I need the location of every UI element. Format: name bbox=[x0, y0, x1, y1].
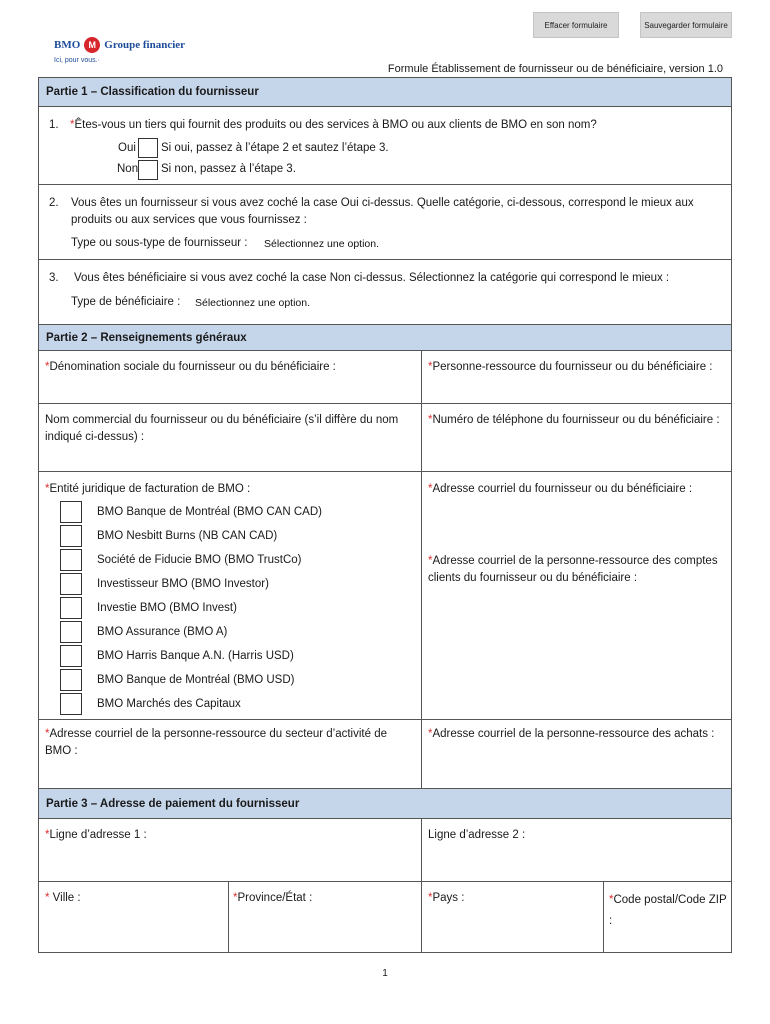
required-marker: * bbox=[45, 728, 50, 740]
vendor-form bbox=[38, 77, 732, 953]
column-divider bbox=[421, 819, 422, 953]
part1-header bbox=[39, 78, 731, 107]
q1-text: Êtes-vous un tiers qui fournit des produits ou des services à BMO ou aux clients de BMO en son nom? bbox=[74, 119, 597, 131]
q1-number: 1. bbox=[49, 119, 59, 131]
divider bbox=[39, 881, 731, 882]
billing-entity-checkbox[interactable] bbox=[60, 597, 82, 619]
bmo-logo bbox=[54, 37, 185, 64]
clear-form-button[interactable]: Effacer formulaire bbox=[533, 12, 619, 38]
supplier-type-select[interactable]: Sélectionnez une option. bbox=[264, 238, 380, 250]
billing-entity-label: BMO Banque de Montréal (BMO CAN CAD) bbox=[97, 506, 322, 518]
bmo-roundel-icon: M bbox=[84, 37, 100, 53]
billing-entity-checkbox[interactable] bbox=[60, 573, 82, 595]
billing-entity-label: Investie BMO (BMO Invest) bbox=[97, 602, 237, 614]
billing-entity-checkbox[interactable] bbox=[60, 525, 82, 547]
billing-entity-checkbox[interactable] bbox=[60, 669, 82, 691]
billing-entity-text: Entité juridique de facturation de BMO : bbox=[49, 483, 251, 495]
required-marker: * bbox=[45, 892, 50, 904]
billing-entity-label: BMO Harris Banque A.N. (Harris USD) bbox=[97, 650, 294, 662]
logo-bmo-text: BMO bbox=[54, 39, 81, 51]
billing-entity-label: Investisseur BMO (BMO Investor) bbox=[97, 578, 269, 590]
part3-header bbox=[39, 788, 731, 819]
logo-group-text: Groupe financier bbox=[104, 39, 186, 51]
business-email-label: Adresse courriel de la personne-ressource du secteur d’activité de BMO : bbox=[45, 728, 387, 757]
required-marker: * bbox=[45, 361, 50, 373]
postal-code-field[interactable] bbox=[609, 890, 727, 932]
accounts-email-label: Adresse courriel de la personne-ressource des comptes clients du fournisseur ou du bénéficiaire : bbox=[428, 555, 718, 584]
q2-text: Vous êtes un fournisseur si vous avez coché la case Oui ci-dessus. Quelle catégorie, ci-dessous, correspond le mieux aux produits ou aux services que vous fournissez : bbox=[71, 197, 694, 226]
divider bbox=[39, 719, 731, 720]
billing-entity-checkbox[interactable] bbox=[60, 645, 82, 667]
required-marker: * bbox=[45, 829, 50, 841]
required-marker: * bbox=[428, 555, 433, 567]
required-marker: * bbox=[428, 728, 433, 740]
address-line1-field[interactable] bbox=[45, 827, 147, 844]
supplier-email-label: Adresse courriel du fournisseur ou du bénéficiaire : bbox=[432, 483, 693, 495]
required-marker: * bbox=[233, 892, 238, 904]
address-line2-field[interactable]: Ligne d’adresse 2 : bbox=[428, 829, 526, 841]
part1-title: Partie 1 – Classification du fournisseur bbox=[46, 86, 259, 98]
trade-name-field[interactable]: Nom commercial du fournisseur ou du bénéficiaire (s’il diffère du nom indiqué ci-dessus) : bbox=[45, 414, 399, 443]
q3-text: Vous êtes bénéficiaire si vous avez coché la case Non ci-dessus. Sélectionnez la catégorie qui correspond le mieux : bbox=[74, 272, 670, 284]
divider bbox=[39, 471, 731, 472]
phone-label: Numéro de téléphone du fournisseur ou du bénéficiaire : bbox=[432, 414, 720, 426]
divider bbox=[39, 259, 731, 260]
country-field[interactable] bbox=[428, 890, 464, 907]
phone-field[interactable] bbox=[428, 412, 724, 429]
billing-entity-label: BMO Assurance (BMO A) bbox=[97, 626, 228, 638]
contact-person-label: Personne-ressource du fournisseur ou du bénéficiaire : bbox=[432, 361, 713, 373]
required-marker: * bbox=[70, 119, 75, 131]
save-form-button[interactable]: Sauvegarder formulaire bbox=[640, 12, 732, 38]
q1-question bbox=[70, 117, 597, 134]
province-label: Province/État : bbox=[237, 892, 313, 904]
billing-entity-label: BMO Banque de Montréal (BMO USD) bbox=[97, 674, 295, 686]
form-version-title: Formule Établissement de fournisseur ou de bénéficiaire, version 1.0 bbox=[387, 63, 723, 75]
no-checkbox[interactable] bbox=[138, 160, 158, 180]
column-divider bbox=[421, 351, 422, 788]
required-marker: * bbox=[428, 892, 433, 904]
q2-number: 2. bbox=[49, 197, 59, 209]
billing-entity-label bbox=[45, 481, 250, 498]
column-divider bbox=[228, 881, 229, 953]
billing-entity-checkbox[interactable] bbox=[60, 621, 82, 643]
page-number: 1 bbox=[382, 968, 388, 979]
purchasing-email-field[interactable] bbox=[428, 726, 714, 743]
supplier-email-field[interactable] bbox=[428, 481, 692, 498]
column-divider bbox=[603, 881, 604, 953]
billing-entity-label: BMO Marchés des Capitaux bbox=[97, 698, 241, 710]
yes-checkbox[interactable] bbox=[138, 138, 158, 158]
yes-instruction: Si oui, passez à l’étape 2 et sautez l’étape 3. bbox=[161, 142, 389, 154]
q3-number: 3. bbox=[49, 272, 59, 284]
part2-title: Partie 2 – Renseignements généraux bbox=[46, 331, 247, 344]
yes-label: Oui bbox=[118, 142, 136, 154]
required-marker: * bbox=[428, 483, 433, 495]
billing-entity-checkbox[interactable] bbox=[60, 501, 82, 523]
postal-code-label: Code postal/Code ZIP : bbox=[609, 894, 727, 927]
business-email-field[interactable] bbox=[45, 726, 415, 760]
divider bbox=[39, 403, 731, 404]
city-field[interactable] bbox=[45, 890, 81, 907]
required-marker: * bbox=[428, 414, 433, 426]
purchasing-email-label: Adresse courriel de la personne-ressource des achats : bbox=[432, 728, 715, 740]
no-instruction: Si non, passez à l’étape 3. bbox=[161, 163, 296, 175]
required-marker: * bbox=[45, 483, 50, 495]
part3-title: Partie 3 – Adresse de paiement du fournisseur bbox=[46, 797, 300, 810]
required-marker: * bbox=[609, 894, 614, 906]
beneficiary-type-select[interactable]: Sélectionnez une option. bbox=[195, 297, 311, 309]
city-label: Ville : bbox=[49, 892, 81, 904]
legal-name-label: Dénomination sociale du fournisseur ou du bénéficiaire : bbox=[49, 361, 336, 373]
province-field[interactable] bbox=[233, 890, 312, 907]
no-label: Non bbox=[117, 163, 139, 175]
billing-entity-label: Société de Fiducie BMO (BMO TrustCo) bbox=[97, 554, 302, 566]
address-line1-label: Ligne d’adresse 1 : bbox=[49, 829, 147, 841]
billing-entity-checkbox[interactable] bbox=[60, 693, 82, 715]
logo-tagline: Ici, pour vous.· bbox=[54, 57, 100, 64]
contact-person-field[interactable] bbox=[428, 359, 712, 376]
billing-entity-checkbox[interactable] bbox=[60, 549, 82, 571]
billing-entity-label: BMO Nesbitt Burns (NB CAN CAD) bbox=[97, 530, 278, 542]
part2-header bbox=[39, 324, 731, 351]
accounts-email-field[interactable] bbox=[428, 553, 724, 587]
legal-name-field[interactable] bbox=[45, 359, 336, 376]
supplier-type-label: Type ou sous-type de fournisseur : bbox=[71, 237, 248, 249]
divider bbox=[39, 184, 731, 185]
country-label: Pays : bbox=[432, 892, 465, 904]
required-marker: * bbox=[428, 361, 433, 373]
beneficiary-type-label: Type de bénéficiaire : bbox=[71, 296, 181, 308]
